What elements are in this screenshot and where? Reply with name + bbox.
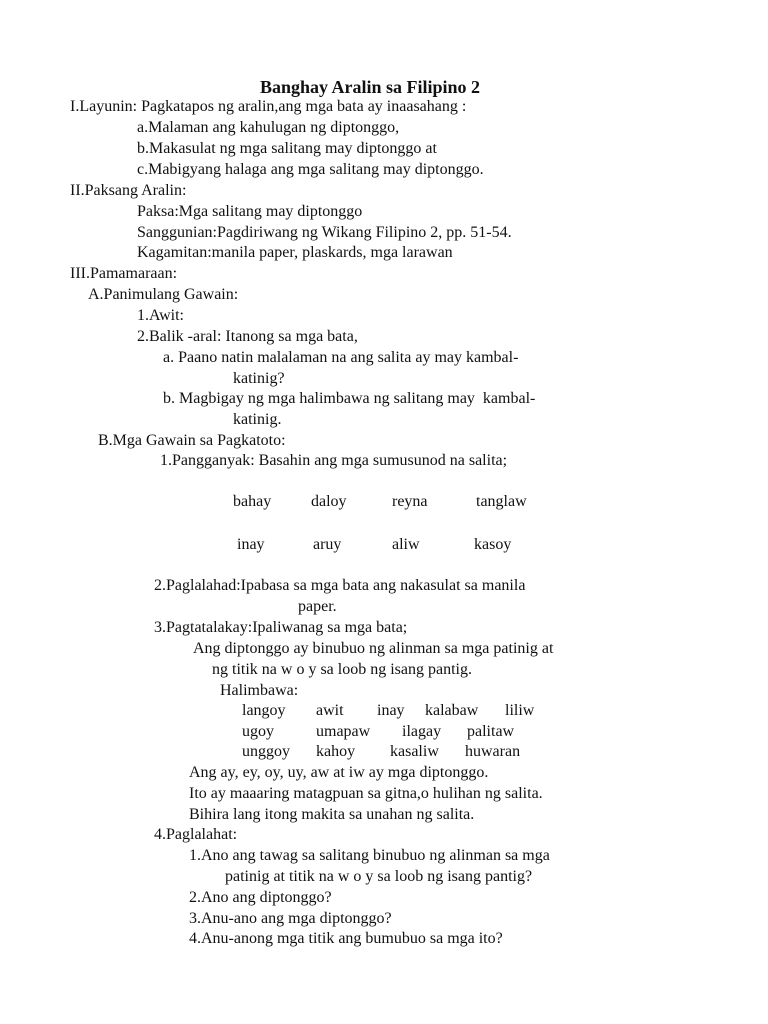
text-line: Sanggunian:Pagdiriwang ng Wikang Filipino 2, pp. 51-54. <box>137 224 512 241</box>
text-line: c.Mabigyang halaga ang mga salitang may diptonggo. <box>137 161 484 178</box>
example-word: bahay <box>233 493 272 510</box>
text-line: paper. <box>298 598 337 615</box>
text-line: ng titik na w o y sa loob ng isang pantig. <box>212 661 472 678</box>
text-line: b. Magbigay ng mga halimbawa ng salitang may kambal- <box>163 390 536 407</box>
text-line: 1.Ano ang tawag sa salitang binubuo ng alinman sa mga <box>189 847 550 864</box>
text-line: I.Layunin: Pagkatapos ng aralin,ang mga bata ay inaasahang : <box>70 98 467 115</box>
example-word: langoy <box>242 702 286 719</box>
text-line: B.Mga Gawain sa Pagkatoto: <box>98 432 286 449</box>
text-line: Bihira lang itong makita sa unahan ng salita. <box>189 806 475 823</box>
example-word: huwaran <box>465 743 521 760</box>
text-line: Ito ay maaaring matagpuan sa gitna,o hulihan ng salita. <box>189 785 543 802</box>
text-line: b.Makasulat ng mga salitang may diptonggo at <box>137 140 437 157</box>
text-line: 2.Paglalahad:Ipabasa sa mga bata ang nakasulat sa manila <box>154 577 526 594</box>
text-line: 4.Paglalahat: <box>154 826 238 843</box>
example-word: kalabaw <box>425 702 479 719</box>
example-word: unggoy <box>242 743 290 760</box>
text-line: 1.Pangganyak: Basahin ang mga sumusunod na salita; <box>160 452 508 469</box>
example-word: palitaw <box>467 723 515 740</box>
example-word: kahoy <box>316 743 356 760</box>
text-line: Ang diptonggo ay binubuo ng alinman sa mga patinig at <box>193 640 554 657</box>
text-line: II.Paksang Aralin: <box>70 182 187 199</box>
example-word: reyna <box>392 493 428 510</box>
text-line: a. Paano natin malalaman na ang salita ay may kambal- <box>163 349 519 366</box>
text-line: 1.Awit: <box>137 307 184 324</box>
example-word: aliw <box>392 536 420 553</box>
example-word: ilagay <box>402 723 442 740</box>
text-line: katinig? <box>233 370 285 387</box>
text-line: 3.Anu-ano ang mga diptonggo? <box>189 910 392 927</box>
text-line: Paksa:Mga salitang may diptonggo <box>137 203 363 220</box>
text-line: 3.Pagtatalakay:Ipaliwanag sa mga bata; <box>154 619 408 636</box>
text-line: Kagamitan:manila paper, plaskards, mga larawan <box>137 244 453 261</box>
example-word: liliw <box>505 702 535 719</box>
example-word: inay <box>237 536 265 553</box>
example-word: tanglaw <box>476 493 527 510</box>
document-title: Banghay Aralin sa Filipino 2 <box>260 77 481 97</box>
text-line: 4.Anu-anong mga titik ang bumubuo sa mga ito? <box>189 930 503 947</box>
text-line: 2.Ano ang diptonggo? <box>189 889 332 906</box>
example-word: ugoy <box>242 723 274 740</box>
text-line: Ang ay, ey, oy, uy, aw at iw ay mga diptonggo. <box>189 764 489 781</box>
example-word: inay <box>377 702 405 719</box>
example-word: umapaw <box>316 723 371 740</box>
example-word: daloy <box>311 493 347 510</box>
text-line: a.Malaman ang kahulugan ng diptonggo, <box>137 119 400 136</box>
example-word: awit <box>316 702 344 719</box>
text-line: III.Pamamaraan: <box>70 265 178 282</box>
example-word: kasaliw <box>390 743 439 760</box>
text-line: 2.Balik -aral: Itanong sa mga bata, <box>137 328 358 345</box>
example-word: aruy <box>313 536 342 553</box>
text-line: katinig. <box>233 411 282 428</box>
example-word: kasoy <box>474 536 512 553</box>
text-line: Halimbawa: <box>220 682 299 699</box>
text-line: patinig at titik na w o y sa loob ng isang pantig? <box>225 868 533 885</box>
text-line: A.Panimulang Gawain: <box>88 286 239 303</box>
